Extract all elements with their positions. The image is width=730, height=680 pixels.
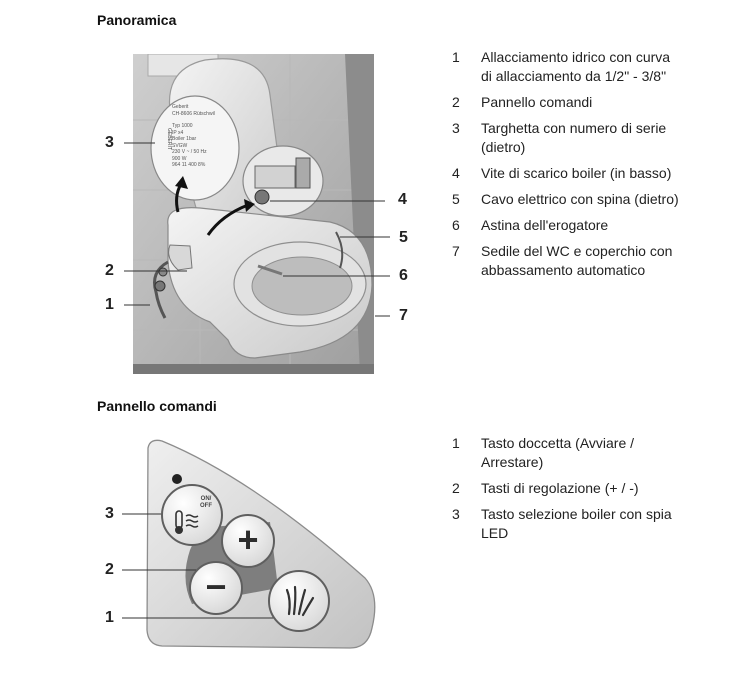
- legend-text: Tasto doccetta (Avviare / Arrestare): [481, 435, 635, 470]
- nameplate-brand: Geberit: [172, 104, 189, 110]
- legend-num: 3: [452, 506, 460, 522]
- overview-callout-4: 4: [398, 191, 407, 208]
- boiler-heat-icon: [173, 510, 201, 536]
- nameplate-type: Typ 1000: [172, 123, 193, 129]
- onoff-label: ON/ OFF: [200, 496, 212, 509]
- legend-item: [452, 242, 681, 280]
- legend-text: Tasto selezione boiler con spia LED: [481, 506, 672, 541]
- nameplate-address: CH-8606 Rütschwil: [172, 110, 215, 117]
- legend-text: Pannello comandi: [481, 94, 593, 110]
- legend-text: Targhetta con numero di serie (dietro): [481, 120, 667, 155]
- led-indicator: [172, 474, 182, 484]
- legend-item: [452, 434, 681, 472]
- nameplate: [172, 104, 228, 169]
- nameplate-ip: IP x4: [172, 129, 184, 136]
- shower-button[interactable]: [268, 570, 330, 632]
- legend-text: Cavo elettrico con spina (dietro): [481, 191, 679, 207]
- boiler-select-button[interactable]: [161, 484, 223, 546]
- legend-item: [452, 93, 681, 112]
- overview-callout-6: 6: [399, 267, 408, 284]
- panel-heading: Pannello comandi: [97, 398, 217, 414]
- legend-text: Sedile del WC e coperchio con abbassamento automatico: [481, 243, 673, 278]
- overview-callout-5: 5: [399, 229, 408, 246]
- nameplate-watt: 900 W: [172, 155, 187, 162]
- panel-callout-2: 2: [105, 561, 114, 578]
- nameplate-side-label: GEBERIT: [166, 128, 172, 150]
- nameplate-serial: 964 11 400 8%: [172, 162, 206, 168]
- overview-callout-3: 3: [105, 134, 114, 151]
- legend-item: [452, 164, 681, 183]
- legend-num: 2: [452, 480, 460, 496]
- legend-text: Allacciamento idrico con curva di allacciamento da 1/2" - 3/8": [481, 49, 671, 84]
- legend-num: 2: [452, 94, 460, 110]
- decrease-button[interactable]: [189, 561, 243, 615]
- legend-num: 6: [452, 217, 460, 233]
- panel-callout-1: 1: [105, 609, 114, 626]
- legend-num: 3: [452, 120, 460, 136]
- legend-item: [452, 479, 681, 498]
- legend-num: 1: [452, 435, 460, 451]
- legend-text: Astina dell'erogatore: [481, 217, 609, 233]
- overview-heading: Panoramica: [97, 12, 177, 28]
- nameplate-power: 230 V ~ / 50 Hz: [172, 149, 207, 155]
- legend-item: [452, 119, 681, 157]
- shower-spray-icon: [283, 584, 317, 618]
- panel-legend: [452, 434, 681, 550]
- overview-legend: [452, 48, 681, 287]
- legend-text: Tasti di regolazione (+ / -): [481, 480, 639, 496]
- nameplate-svgw: SVGW: [172, 142, 188, 149]
- legend-num: 1: [452, 49, 460, 65]
- legend-item: [452, 505, 681, 543]
- legend-text: Vite di scarico boiler (in basso): [481, 165, 672, 181]
- panel-callout-3: 3: [105, 505, 114, 522]
- legend-item: [452, 48, 681, 86]
- minus-icon: −: [205, 566, 227, 607]
- legend-item: [452, 190, 681, 209]
- legend-num: 4: [452, 165, 460, 181]
- increase-button[interactable]: [221, 514, 275, 568]
- legend-num: 5: [452, 191, 460, 207]
- legend-item: [452, 216, 681, 235]
- plus-icon: +: [237, 519, 259, 560]
- nameplate-boiler: Boiler 1bar: [172, 136, 197, 142]
- legend-num: 7: [452, 243, 460, 259]
- overview-callout-1: 1: [105, 296, 114, 313]
- overview-callout-2: 2: [105, 262, 114, 279]
- overview-callout-7: 7: [399, 307, 408, 324]
